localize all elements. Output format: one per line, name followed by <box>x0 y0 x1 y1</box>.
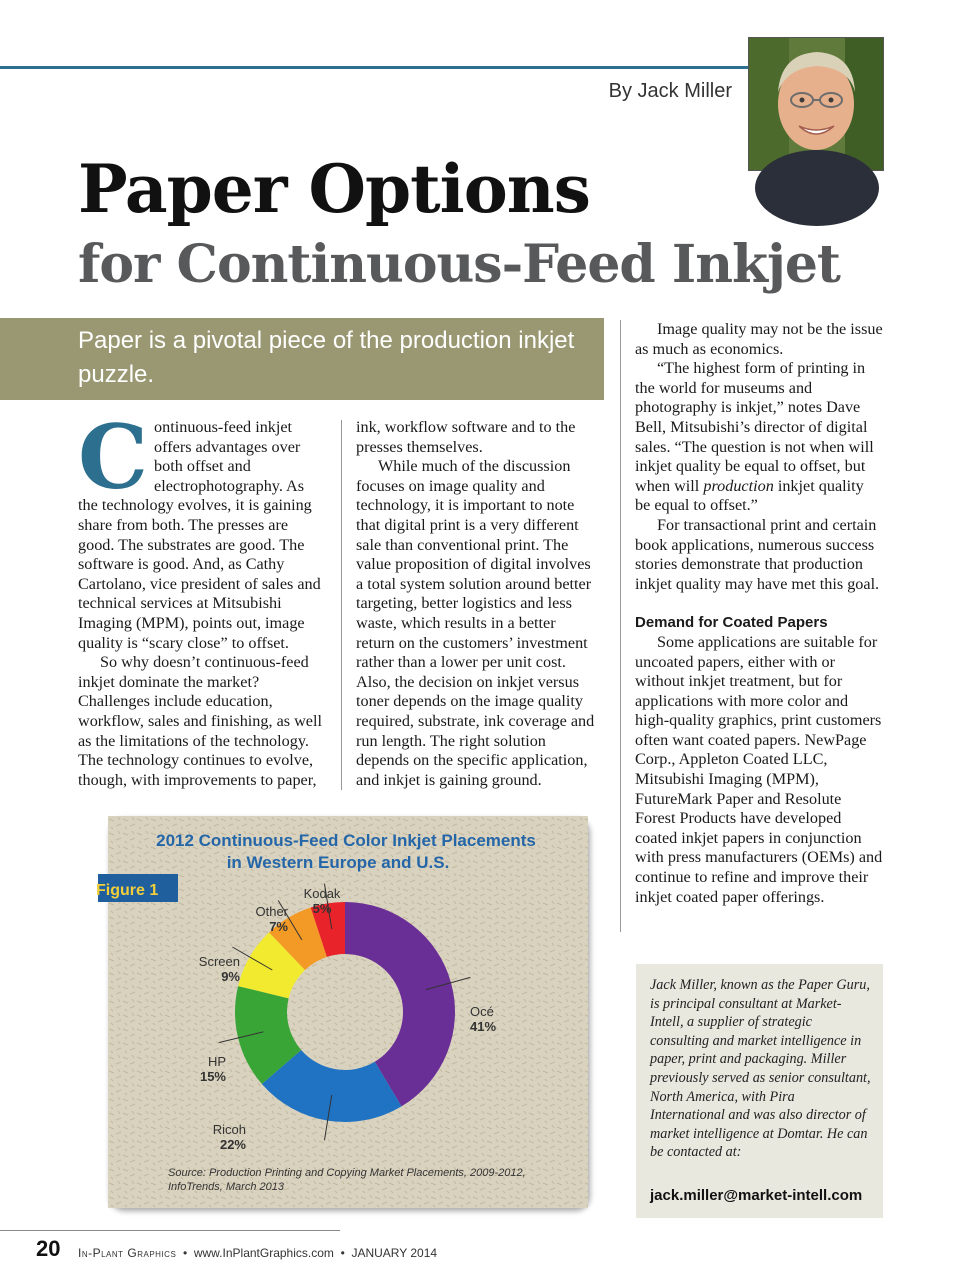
website-link[interactable]: www.InPlantGraphics.com <box>193 1246 334 1260</box>
quote-text: inkjet quality be equal to offset.” <box>635 476 864 515</box>
column-2 <box>356 418 598 790</box>
author-photo <box>748 37 884 171</box>
subhead: Paper is a pivotal piece of the production inkjet puzzle. <box>78 327 575 388</box>
byline: By Jack Miller <box>608 80 732 102</box>
page-number: 20 <box>36 1236 61 1261</box>
slice-value-label: 41% <box>470 1019 497 1034</box>
emphasis: production <box>703 476 774 495</box>
slice-category-label: HP <box>207 1054 226 1069</box>
slice-value-label: 5% <box>312 901 332 916</box>
figure-label: Figure 1 <box>96 882 159 899</box>
paragraph: ontinuous-feed inkjet offers advantages over both offset and electrophotography. As the technology evolves, it is gaining share from both. The presses are good. The substrates are good. The software is good. And, as Cathy Cartolano, vice president of sales and technical services at Mitsubishi Imaging (MPM), points out, image quality is “scary close” to offset. <box>78 418 321 652</box>
slice-category-label: Kodak <box>303 886 341 901</box>
header-rule <box>0 66 748 69</box>
slice-value-label: 7% <box>269 919 288 934</box>
chart-title: 2012 Continuous-Feed Color Inkjet Placements <box>156 831 536 850</box>
slice-category-label: Screen <box>198 954 240 969</box>
paragraph: ink, workflow software and to the presses themselves. <box>356 418 576 456</box>
article-title-line-2: for Continuous-Feed Inkjet <box>78 234 840 295</box>
footer <box>78 1246 437 1260</box>
publication-name: In-Plant Graphics <box>78 1246 177 1260</box>
figure-1 <box>96 816 588 1208</box>
column-divider <box>341 420 342 790</box>
footer-rule <box>0 1230 340 1231</box>
paragraph: For transactional print and certain book applications, numerous success stories demonstrate that production inkjet quality may have met this goal. <box>635 515 880 593</box>
article-title: Paper Options <box>78 150 590 228</box>
slice-category-label: Océ <box>470 1004 494 1019</box>
paragraph: Image quality may not be the issue as much as economics. <box>635 320 883 358</box>
slice-category-label: Ricoh <box>212 1122 246 1137</box>
footer-separator: • <box>340 1246 345 1260</box>
author-email[interactable]: jack.miller@market-intell.com <box>650 1187 863 1204</box>
column-divider <box>620 320 621 932</box>
quote-text: “The highest form of printing in the world for museums and photography is inkjet,” notes Dave Bell, Mitsubishi’s director of digital sales. “The question is not when will inkjet quality be equal to offset, but when will <box>635 359 874 495</box>
slice-category-label: Other <box>255 904 288 919</box>
chart-source: Source: Production Printing and Copying Market Placements, 2009-2012, <box>168 1167 526 1179</box>
chart-subtitle: in Western Europe and U.S. <box>226 853 450 872</box>
paragraph: While much of the discussion focuses on image quality and technology, it is important to note that digital print is a very different sale than conventional print. The value proposition of digital involves a total system solution around better targeting, better logistics and less waste, which results in a better return on the customers’ investment rather than a lower per unit cost. Also, the decision on inkjet versus toner depends on the image quality required, substrate, ink coverage and run length. The right solution depends on the specific application, and inkjet is gaining ground. <box>356 457 595 789</box>
issue-date: JANUARY 2014 <box>351 1246 438 1260</box>
paragraph <box>635 359 883 516</box>
section-heading: Demand for Coated Papers <box>635 614 828 632</box>
footer-separator: • <box>182 1246 188 1260</box>
drop-cap: C <box>78 405 149 509</box>
paragraph: So why doesn’t continuous-feed inkjet dominate the market? Challenges include education, workflow, sales and finishing, as well as the limitations of the technology. The technology continues to evolve, though, with improvements to paper, <box>78 653 322 789</box>
slice-value-label: 15% <box>199 1069 226 1084</box>
author-bio: Jack Miller, known as the Paper Guru, is principal consultant at Market-Intell, a supplier of strategic consulting and market intelligence in paper, print and packaging. Miller previously served as senior consultant, North America, with Pira International and was also director of market intelligence at Domtar. He can be contacted at: <box>650 977 871 1161</box>
column-3 <box>635 320 883 907</box>
slice-value-label: 9% <box>221 969 240 984</box>
donut-chart <box>96 816 588 1208</box>
paragraph: Some applications are suitable for uncoated papers, either with or without inkjet treatment, but for applications with more color and high-quality graphics, print customers often want coated papers. NewPage Corp., Appleton Coated LLC, Mitsubishi Imaging (MPM), FutureMark Paper and Resolute Forest Products have developed coated inkjet papers in conjunction with press manufacturers (OEMs) and continue to refine and improve their inkjet coated paper offerings. <box>635 632 883 906</box>
slice-value-label: 22% <box>219 1137 246 1152</box>
column-1 <box>78 405 326 790</box>
chart-source-line-2: InfoTrends, March 2013 <box>168 1181 284 1193</box>
